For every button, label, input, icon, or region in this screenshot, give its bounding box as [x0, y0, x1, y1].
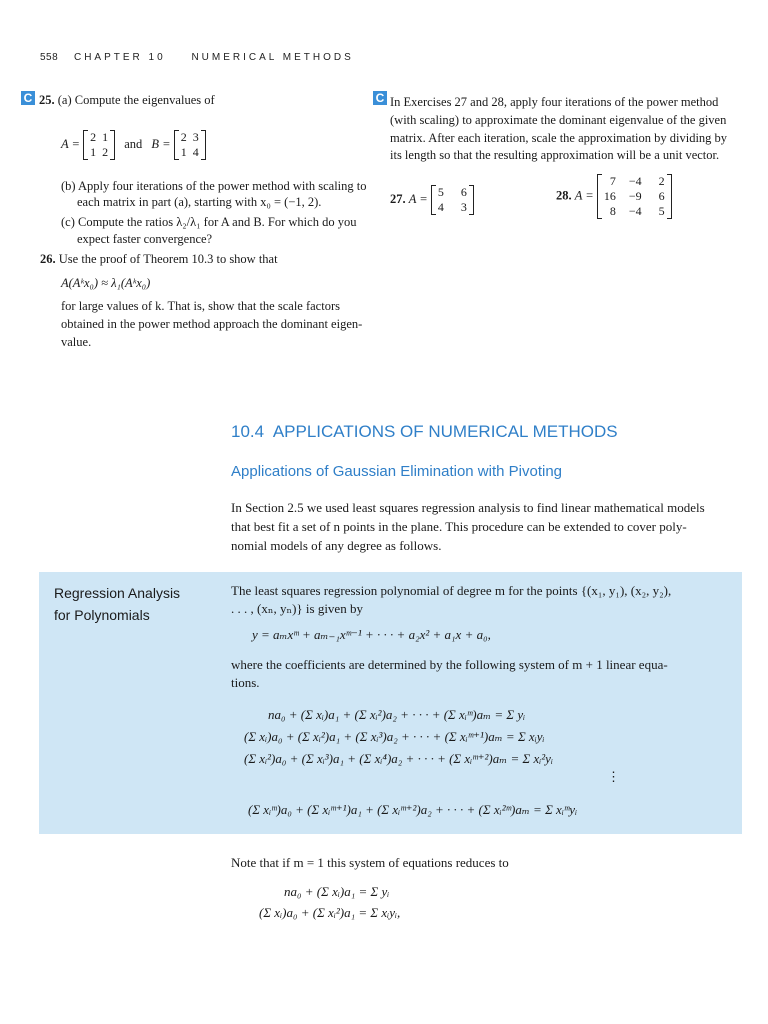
matrix-cell: 5: [437, 185, 444, 199]
exercise-26-text: obtained in the power method approach the dominant eigen-: [61, 317, 363, 331]
exercise-text: (a) Compute the eigenvalues of: [57, 93, 215, 107]
exercise-number: 27.: [390, 191, 406, 206]
matrix-cell: 8: [609, 204, 616, 218]
matrix-27: [431, 185, 474, 215]
normal-equation-3: (Σ xᵢ²)a₀ + (Σ xᵢ³)a₁ + (Σ xᵢ⁴)a₂ + · · · + (Σ xᵢᵐ⁺²)aₘ = Σ xᵢ²yᵢ: [244, 751, 554, 766]
matrix-cell: 7: [609, 174, 616, 188]
box-title: [54, 582, 180, 626]
exercise-26-text: value.: [61, 335, 92, 349]
reduced-equation-2: (Σ xᵢ)a₀ + (Σ xᵢ²)a₁ = Σ xᵢyᵢ,: [259, 905, 401, 920]
instructions-line: In Exercises 27 and 28, apply four iterations of the power method: [390, 95, 719, 109]
section-number: 10.4: [231, 422, 265, 441]
exercise-27: [390, 185, 474, 215]
matrix-A-label: A =: [61, 136, 80, 151]
matrix-cell: 1: [90, 145, 97, 159]
subsection-heading: Applications of Gaussian Elimination with Pivoting: [231, 463, 563, 480]
matrix-cell: 3: [460, 200, 467, 214]
section-intro-line: nomial models of any degree as follows.: [231, 538, 442, 553]
matrix-28: [597, 174, 672, 219]
matrices-A-B: [61, 130, 206, 160]
matrix-cell: −9: [628, 189, 642, 203]
section-heading: [231, 422, 618, 442]
matrix-B-label: B =: [151, 136, 171, 151]
matrix-cell: 4: [192, 145, 199, 159]
exercise-26-text: for large values of k. That is, show that the scale factors: [61, 299, 340, 313]
chapter-title: NUMERICAL METHODS: [191, 52, 354, 63]
matrix-label: A =: [574, 188, 594, 203]
exercise-28: [556, 174, 672, 219]
matrix-A: [83, 130, 115, 160]
exercise-number: 25.: [39, 93, 55, 107]
matrix-cell: −4: [628, 174, 642, 188]
section-intro-line: that best fit a set of n points in the plane. This procedure can be extended to cover poly-: [231, 519, 687, 534]
page-number: 558: [40, 52, 59, 63]
instructions-line: (with scaling) to approximate the dominant eigenvalue of the given: [390, 113, 727, 127]
running-header: [40, 52, 354, 63]
calculator-badge: C: [373, 91, 387, 105]
exercise-number: 28.: [556, 188, 572, 203]
matrix-cell: 6: [658, 189, 665, 203]
section-title: APPLICATIONS OF NUMERICAL METHODS: [272, 422, 618, 441]
instructions-line: its length so that the resulting approximation will be a unit vector.: [390, 148, 720, 162]
matrix-cell: 5: [658, 204, 665, 218]
matrix-cell: 2: [102, 145, 109, 159]
exercise-26-formula: A(Aᵏx₀) ≈ λ₁(Aᵏx₀): [61, 276, 151, 290]
exercise-25-part-c-line2: expect faster convergence?: [77, 232, 213, 246]
box-title-line: Regression Analysis: [54, 585, 181, 601]
normal-equation-2: (Σ xᵢ)a₀ + (Σ xᵢ²)a₁ + (Σ xᵢ³)a₂ + · · · + (Σ xᵢᵐ⁺¹)aₘ = Σ xᵢyᵢ: [244, 729, 545, 744]
instructions-line: matrix. After each iteration, scale the approximation by dividing by: [390, 131, 728, 145]
matrix-cell: 3: [192, 130, 199, 144]
matrix-cell: 2: [90, 130, 97, 144]
vertical-ellipsis: ⋮: [607, 769, 620, 784]
box-text-line: tions.: [231, 675, 260, 690]
matrix-label: A =: [408, 191, 428, 206]
matrix-cell: 2: [180, 130, 187, 144]
and-label: and: [124, 136, 143, 151]
matrix-cell: 16: [603, 189, 616, 203]
matrix-B: [174, 130, 206, 160]
normal-equation-1: na₀ + (Σ xᵢ)a₁ + (Σ xᵢ²)a₂ + · · · + (Σ xᵢᵐ)aₘ = Σ yᵢ: [268, 707, 526, 722]
reduced-equation-1: na₀ + (Σ xᵢ)a₁ = Σ yᵢ: [284, 884, 390, 899]
exercise-number: 26.: [40, 252, 56, 266]
matrix-cell: 1: [102, 130, 109, 144]
exercise-text: Use the proof of Theorem 10.3 to show that: [58, 252, 278, 266]
exercise-25-part-b-line2: each matrix in part (a), starting with x₀ = (−1, 2).: [77, 195, 322, 209]
exercise-25-part-b-line1: (b) Apply four iterations of the power method with scaling to: [61, 179, 367, 193]
exercise-25-part-c-line1: (c) Compute the ratios λ₂/λ₁ for A and B. For which do you: [61, 215, 357, 229]
exercise-25-part-a: [39, 92, 215, 108]
matrix-cell: −4: [628, 204, 642, 218]
box-title-line: for Polynomials: [54, 607, 150, 623]
matrix-cell: 6: [460, 185, 467, 199]
chapter-label: CHAPTER 10: [73, 52, 166, 63]
box-text-line: where the coefficients are determined by the following system of m + 1 linear equa-: [231, 657, 668, 672]
normal-equation-m: (Σ xᵢᵐ)a₀ + (Σ xᵢᵐ⁺¹)a₁ + (Σ xᵢᵐ⁺²)a₂ + · · · + (Σ xᵢ²ᵐ)aₘ = Σ xᵢᵐyᵢ: [248, 802, 578, 817]
matrix-cell: 4: [437, 200, 444, 214]
calculator-badge: C: [21, 91, 35, 105]
regression-polynomial: y = aₘxᵐ + aₘ₋₁xᵐ⁻¹ + · · · + a₂x² + a₁x + a₀,: [252, 627, 491, 642]
note-text: Note that if m = 1 this system of equations reduces to: [231, 855, 509, 870]
matrix-cell: 2: [658, 174, 665, 188]
section-intro-line: In Section 2.5 we used least squares regression analysis to find linear mathematical models: [231, 500, 705, 515]
box-text-line: The least squares regression polynomial of degree m for the points {(x₁, y₁), (x₂, y₂),: [231, 583, 672, 598]
exercise-26-intro: [40, 251, 278, 267]
matrix-cell: 1: [180, 145, 187, 159]
box-text-line: . . . , (xₙ, yₙ)} is given by: [231, 601, 363, 616]
